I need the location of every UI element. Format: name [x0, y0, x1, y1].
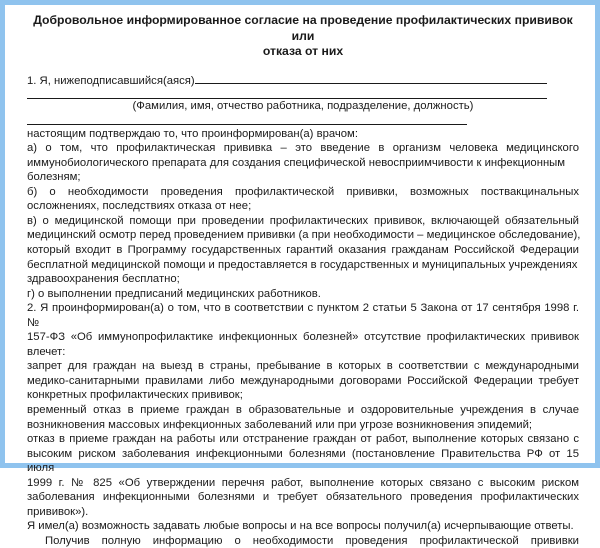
name-field-label: 1. Я, нижеподписавшийся(аяся) — [27, 74, 195, 87]
name-field-caption: (Фамилия, имя, отчество работника, подразделение, должность) — [132, 100, 474, 113]
title-line-2: отказа от них — [262, 44, 344, 58]
s2-line-4: медико-санитарными правилами либо международными договорами Российской Федерации требует — [27, 374, 579, 387]
title-line-1: Добровольное информированное согласие на проведение профилактических прививок или — [33, 13, 573, 43]
name-field-continuation-line — [27, 88, 547, 99]
name-field-blank — [195, 72, 547, 84]
s1-line-2: иммунобиологического препарата для создания специфической невосприимчивости к инфекционным — [27, 156, 566, 169]
s1-line-8: который входит в Программу государственных гарантий оказания гражданам Российской Федерации — [27, 243, 579, 256]
s2-line-6: временный отказ в приеме граждан в образовательные и оздоровительные учреждения в случае — [27, 403, 579, 416]
s2-line-7: возникновения массовых инфекционных заболеваний или при угрозе возникновения эпидемий; — [27, 418, 533, 431]
s2-line-8: отказ в приеме граждан на работы или отстранение граждан от работ, выполнение которых связано с — [27, 433, 579, 446]
s2-line-5: конкретных профилактических прививок; — [27, 389, 243, 402]
s2-line-14: Получив полную информацию о необходимости проведения профилактической прививки — [45, 534, 579, 547]
s2-line-3: запрет для граждан на выезд в страны, пребывание в которых в соответствии с международными — [27, 360, 579, 373]
s1-line-5: осложнениях, последствиях отказа от нее; — [27, 200, 252, 213]
s1-line-11: г) о выполнении предписаний медицинских работников. — [27, 287, 321, 300]
name-field-extra-line — [27, 114, 467, 125]
s1-line-6: в) о медицинской помощи при проведении профилактических прививок, включающей обязательный — [27, 214, 579, 227]
s2-line-0: 2. Я проинформирован(а) о том, что в соответствии с пунктом 2 статьи 5 Закона от 17 сентября 1998 г. № — [27, 302, 579, 329]
s1-line-1: а) о том, что профилактическая прививка – это введение в организм человека медицинского — [27, 142, 579, 155]
s1-line-7: медицинский осмотр перед проведением прививки (а при необходимости – медицинское обследование), — [27, 229, 581, 242]
s2-line-13: Я имел(а) возможность задавать любые вопросы и на все вопросы получил(а) исчерпывающие ответы. — [27, 520, 574, 533]
s2-line-2: влечет: — [27, 345, 66, 358]
s1-line-3: болезням; — [27, 171, 81, 184]
s2-line-9: высоким риском заболевания инфекционными болезнями (постановление Правительства РФ от 15 июля — [27, 447, 579, 475]
document-title — [27, 13, 579, 60]
s1-line-9: бесплатной медицинской помощи и предоставляется в государственных и муниципальных учреждениях — [27, 258, 578, 271]
s2-line-10: 1999 г. № 825 «Об утверждении перечня работ, выполнение которых связано с высоким риском — [27, 476, 579, 489]
consent-document — [27, 13, 579, 548]
s2-line-12: прививок»). — [27, 505, 89, 518]
s1-line-10: здравоохранения бесплатно; — [27, 273, 180, 286]
s1-line-0: настоящим подтверждаю то, что проинформирован(а) врачом: — [27, 127, 358, 140]
s1-line-4: б) о необходимости проведения профилактической прививки, возможных поствакцинальных — [27, 185, 579, 198]
s2-line-1: 157-ФЗ «Об иммунопрофилактике инфекционных болезней» отсутствие профилактических прививок — [27, 331, 579, 344]
name-field-row — [27, 72, 579, 89]
s2-line-11: заболевания инфекционными болезнями и требует обязательного проведения профилактических — [27, 491, 579, 504]
